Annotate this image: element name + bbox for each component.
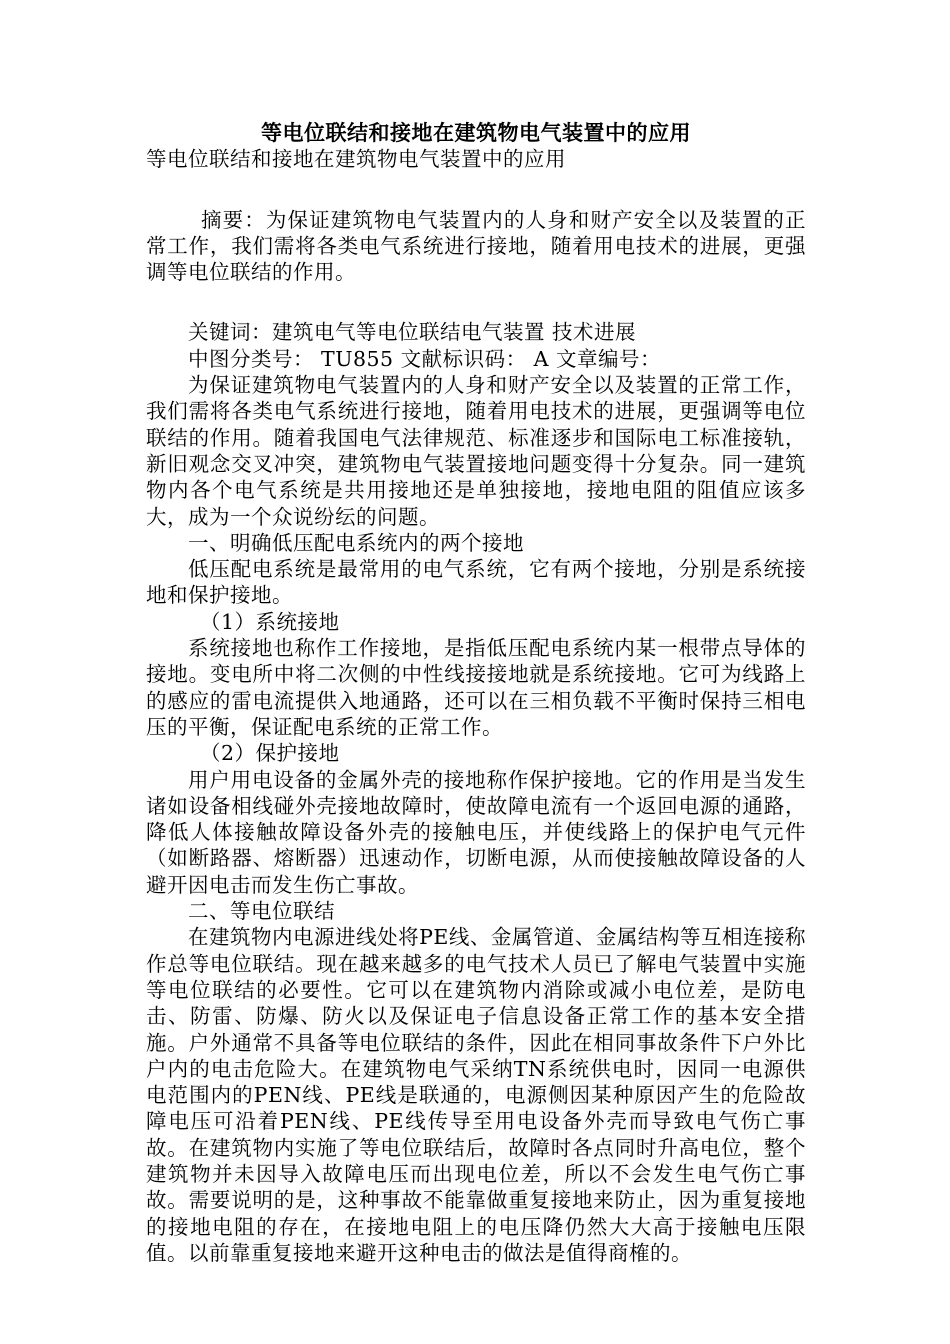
document-page xyxy=(146,120,806,1266)
keywords-line: 关键词：建筑电气等电位联结电气装置 技术进展 xyxy=(188,320,637,345)
subsection-2-heading: （2）保护接地 xyxy=(200,741,340,766)
subsection-1-heading: （1）系统接地 xyxy=(200,609,340,634)
section-1-heading: 一、明确低压配电系统内的两个接地 xyxy=(188,530,524,555)
subsection-2-paragraph: 用户用电设备的金属外壳的接地称作保护接地。它的作用是当发生诸如设备相线碰外壳接地故障时，使故障电流有一个返回电源的通路，降低人体接触故障设备外壳的接触电压，并使线路上的保护电气元件（如断路器、熔断器）迅速动作，切断电源，从而使接触故障设备的人避开因电击而发生伤亡事故。 xyxy=(146,767,806,897)
spacer xyxy=(146,173,806,207)
section-2-paragraph: 在建筑物内电源进线处将PE线、金属管道、金属结构等互相连接称作总等电位联结。现在越来越多的电气技术人员已了解电气装置中实施等电位联结的必要性。它可以在建筑物内消除或减小电位差，是防电击、防雷、防爆、防火以及保证电子信息设备正常工作的基本安全措施。户外通常不具备等电位联结的条件，因此在相同事故条件下户外比户内的电击危险大。在建筑物电气采纳TN系统供电时，因同一电源供电范围内的PEN线、PE线是联通的，电源侧因某种原因产生的危险故障电压可沿着PEN线、PE线传导至用电设备外壳而导致电气伤亡事故。在建筑物内实施了等电位联结后，故障时各点同时升高电位，整个建筑物并未因导入故障电压而出现电位差，所以不会发生电气伤亡事故。需要说明的是，这种事故不能靠做重复接地来防止，因为重复接地的接地电阻的存在，在接地电阻上的电压降仍然大大高于接触电压限值。以前靠重复接地来避开这种电击的做法是值得商榷的。 xyxy=(146,925,806,1265)
document-subtitle: 等电位联结和接地在建筑物电气装置中的应用 xyxy=(146,147,566,172)
intro-paragraph: 为保证建筑物电气装置内的人身和财产安全以及装置的正常工作，我们需将各类电气系统进行接地，随着用电技术的进展，更强调等电位联结的作用。随着我国电气法律规范、标准逐步和国际电工标准接轨，新旧观念交叉冲突，建筑物电气装置接地问题变得十分复杂。同一建筑物内各个电气系统是共用接地还是单独接地，接地电阻的阻值应该多大，成为一个众说纷纭的问题。 xyxy=(146,373,806,529)
spacer xyxy=(146,285,806,319)
section-2-heading: 二、等电位联结 xyxy=(188,899,335,924)
subsection-1-paragraph: 系统接地也称作工作接地，是指低压配电系统内某一根带点导体的接地。变电所中将二次侧的中性线接接地就是系统接地。它可为线路上的感应的雷电流提供入地通路，还可以在三相负载不平衡时保持三相电压的平衡，保证配电系统的正常工作。 xyxy=(146,636,806,739)
document-title: 等电位联结和接地在建筑物电气装置中的应用 xyxy=(261,120,691,145)
abstract-paragraph: 摘要：为保证建筑物电气装置内的人身和财产安全以及装置的正常工作，我们需将各类电气系统进行接地，随着用电技术的进展，更强调等电位联结的作用。 xyxy=(146,207,806,285)
section-1-paragraph: 低压配电系统是最常用的电气系统，它有两个接地，分别是系统接地和保护接地。 xyxy=(146,557,806,608)
classification-line: 中图分类号： TU855 文献标识码： A 文章编号： xyxy=(188,346,661,371)
